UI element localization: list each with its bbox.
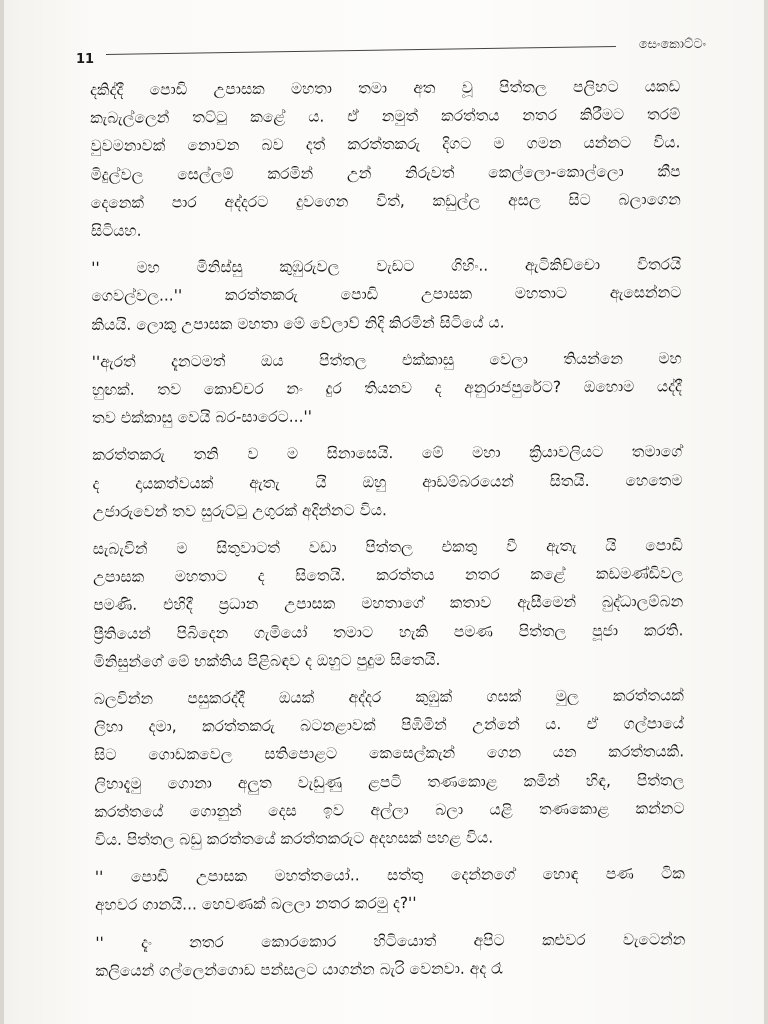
text-line: මිනිසුන්ගේ මේ භක්තිය පිළිබඳව ද ඔහුට පුදුම සිතෙයි. [93, 650, 441, 671]
text-line: '' දැං නතර කොරකොර හිටියොත් අපිට කළුවර වැටෙන්න [95, 930, 686, 952]
paragraph [93, 531, 684, 676]
paragraph [92, 344, 683, 432]
text-line: කරත්තයේ ගොනුන් දෙස ඉව අල්ලා බලා යළි තණකොළ කන්නට [94, 799, 685, 821]
text-line: කලියෙන් ගල්ලෙන්ගොඩ පන්සලට යාගන්න බැරි වෙනවා. අද රෑ [95, 959, 503, 980]
paragraph [91, 251, 682, 339]
text-line: සිටියහ. [90, 221, 142, 241]
text-line: විය. පිත්තල බඩු කරත්තයේ කරත්තකරුට අදහසක් පහළ විය. [94, 828, 494, 850]
text-line: ලිහා දමා, කරත්තකරු බටනළාවක් පිඹිමින් උන්නේ ය. ඒ ගල්පායේ [93, 714, 685, 737]
text-line: තව එක්කාසු වෙයි බර-සාරෙට...'' [92, 407, 313, 428]
text-line: කරත්තකරු තනි ව ම සිනාසෙයි. මේ මහා ක්‍රියාවලියට තමාගේ [92, 442, 683, 465]
text-line: ගෙවල්වල...'' කරත්තකරු පොඩි උපාසක මහතාට ඇසෙන්නට [91, 283, 682, 306]
book-page [4, 0, 764, 1024]
running-title: සෙංකොට්ටං [638, 37, 706, 52]
text-line: බලවින්න පසුකරද්දී ඔයක් අද්දර කුඹුක් ගසක් මුල කරත්තයක් [93, 686, 684, 709]
text-line: උපාසක මහතාට ද සිතෙයි. කරත්තය නතර කළේ කඩමණ්ඩිවල [93, 564, 684, 587]
text-line: කියයි. ලොකු උපාසක මහතා මේ වේලාව් නිදි කිරමින් සිටියේ ය. [91, 313, 505, 334]
text-line: හුඟක්. තව කොච්චර නං දුර තියනව ද අනුරාජපුරේට? ඔහොම යද්දී [91, 377, 682, 400]
text-line: පමණි. එහිදී ප්‍රධාන උපාසක මහතාගේ කතාව ඇසීමෙන් බුද්ධාලම්බන [93, 592, 684, 615]
body-text [90, 72, 686, 994]
paragraph [94, 681, 685, 854]
text-line: '' පොඩි උපාසක මහත්තයෝ.. සත්තු දෙන්නගේ හොඳ පණ ටික [94, 864, 685, 887]
text-line: වුවමනාවක් නොවන බව දත් කරත්තකරු දිගට ම ගමන යන්නට විය. [90, 133, 681, 156]
text-line: ලිහාදැමු ගොනා අලුත වැඩුණු ළපටි තණකොළ කමින් හිඳ, පිත්තල [94, 771, 685, 793]
paragraph [92, 438, 683, 526]
page-number: 11 [76, 52, 95, 67]
text-line: දකිද්දී පොඩි උපාසක මහතා තමා අත වූ පිත්තල පලිහට යකඩ [90, 77, 681, 99]
paragraph [95, 860, 685, 920]
text-line: කැබැල්ලෙන් තට්ටු කළේ ය. ඒ නමුත් කරත්තය නතර කිරීමට තරම් [90, 105, 681, 128]
text-line: අහවර ගානයි... හෙවණක් බලලා නතර කරමු ද?'' [95, 894, 417, 915]
paragraph [95, 925, 685, 985]
page-header [76, 30, 706, 70]
text-line: ප්‍රීතියෙන් පිබිදෙන ගැමියෝ තමාට හැකි පමණ පිත්තල පූජා කරති. [93, 621, 684, 643]
text-line: ද දායකත්වයක් ඇතැ යි ඔහු ආඩම්බරයෙන් සිතයි. හෙතෙම [92, 471, 683, 493]
paragraph [90, 72, 681, 245]
text-line: ''ඇරත් දැනටමත් ඔය පිත්තල එක්කාසු වෙලා තියන්නෙ මහ [91, 349, 682, 371]
header-rule [106, 46, 616, 55]
text-line: සිට ගොඩකවෙල සතිපොළට කෙසෙල්කැන් ගෙන යන කරත්තයකි. [94, 742, 685, 765]
text-line: දෙනෙක් පාර අද්දරට දුවගෙන විත්, කඩුල්ල අසල සිට බලාගෙන [90, 190, 681, 212]
text-line: මිදුල්වල සෙල්ලම් කරමින් උන් නිරුවත් කෙල්ලො-කොල්ලො කීප [90, 162, 681, 184]
text-line: '' මහ මිනිස්සු කුඹුරුවල වැඩට ගිහිං.. ඇටිකිච්චො විතරයි [91, 255, 682, 278]
text-line: උජාරුවෙන් තව සුරුට්ටු උගුරක් අදින්නට විය. [92, 501, 387, 521]
text-line: සැබැවින් ම සිතුවාටත් වඩා පිත්තල එකතු වී ඇතැ යි පොඩි [92, 536, 683, 559]
